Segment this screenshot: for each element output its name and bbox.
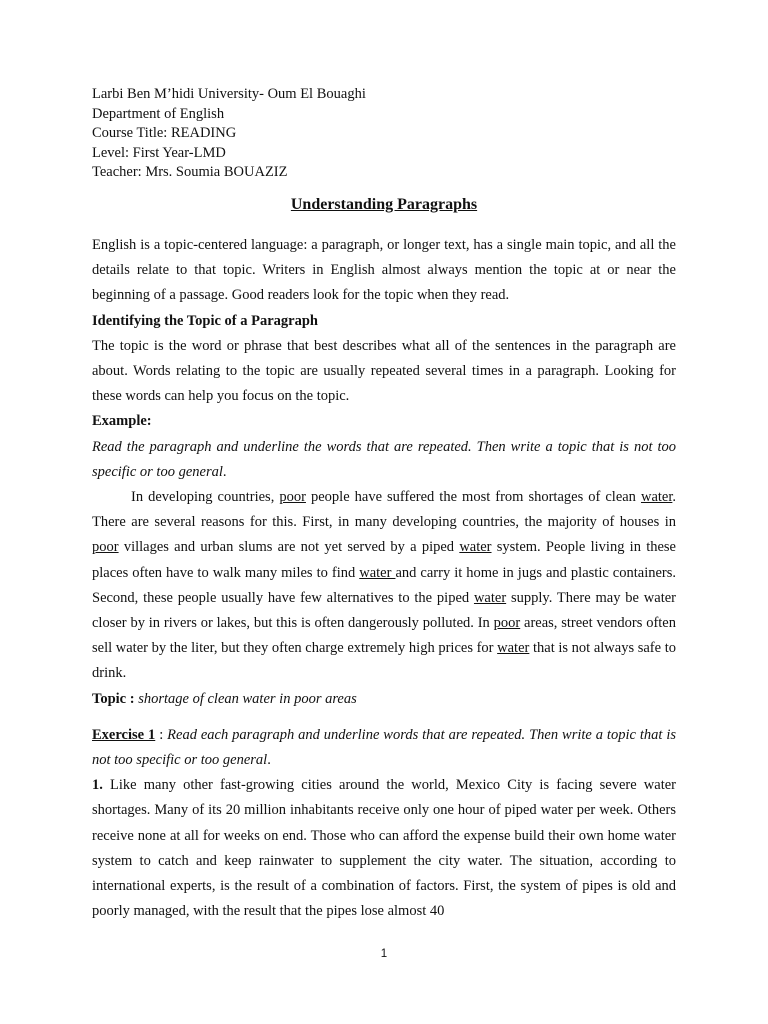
example-instruction-text: Read the paragraph and underline the words that are repeated. Then write a topic that is not too specific or too general [92,438,676,480]
level-line: Level: First Year-LMD [92,144,226,161]
document-body [92,233,676,924]
exercise-item-1 [92,773,676,924]
topic-value: shortage of clean water in poor areas [138,690,357,707]
exercise-instruction-end: . [267,752,271,769]
course-line: Course Title: READING [92,125,237,142]
text-run: that is not always safe to drink. [92,640,676,682]
underlined-word: poor [493,615,521,632]
exercise-instruction [92,723,676,773]
text-run: people have suffered the most from shortages of clean [305,489,641,506]
page-number: 1 [380,948,388,960]
text-run: villages and urban slums are not yet served by a piped [118,539,460,556]
teacher-line: Teacher: Mrs. Soumia BOUAZIZ [92,164,288,181]
text-run: In developing countries, [131,489,280,506]
exercise-label: Exercise 1 [92,726,156,743]
text-run: system. People living in these places often have to walk many miles to find [92,539,676,581]
topic-label: Topic : [92,690,139,707]
text-run: areas, street vendors often sell water by the liter, but they often charge extremely high prices for [92,615,676,657]
underlined-word: poor [92,539,119,556]
example-topic [92,687,676,712]
text-run: . There are several reasons for this. First, in many developing countries, the majority of houses in [92,489,676,531]
exercise-item-text: Like many other fast-growing cities around the world, Mexico City is facing severe water shortages. Many of its 20 million inhabitants receive only one hour of piped water per week. Others receive none at all for weeks on end. Those who can afford the expense build their own home water system to catch and keep rainwater to supplement the city water. The situation, according to international experts, is the result of a combination of factors. First, the system of pipes is old and poorly managed, with the result that the pipes lose almost 40 [92,777,676,920]
section-heading: Identifying the Topic of a Paragraph [92,312,318,329]
spacer [92,712,676,723]
underlined-word: water [640,489,673,506]
document-header [92,85,682,183]
underlined-word: water [359,564,396,581]
example-label: Example: [92,413,152,430]
intro-paragraph: English is a topic-centered language: a paragraph, or longer text, has a single main topic, and all the details relate to that topic. Writers in English almost always mention the topic at or near the beginning of a passage. Good readers look for the topic when they read. [92,237,676,304]
text-run: and carry it home in jugs and plastic containers. Second, these people usually have few alternatives to the piped [92,564,677,606]
department-line: Department of English [92,105,225,122]
exercise-separator: : [155,726,168,743]
example-instruction-end: . [222,463,227,480]
page-title: Understanding Paragraphs [290,196,478,213]
example-instruction [92,435,676,485]
example-paragraph [92,485,676,687]
exercise-instruction-text: Read each paragraph and underline words that are repeated. Then write a topic that is not too specific or too general [92,726,677,769]
university-line: Larbi Ben M’hidi University- Oum El Bouaghi [92,86,366,102]
text-run: supply. There may be water closer by in rivers or lakes, but this is often dangerously polluted. In [92,589,676,632]
underlined-word: water [473,589,507,606]
underlined-word: water [459,539,492,556]
underlined-word: poor [279,489,306,506]
exercise-item-number: 1. [92,777,103,794]
underlined-word: water [497,640,530,657]
section-paragraph: The topic is the word or phrase that best describes what all of the sentences in the paragraph are about. Words relating to the topic are usually repeated several times in a paragraph. Looking for these words can help you focus on the topic. [92,337,676,405]
